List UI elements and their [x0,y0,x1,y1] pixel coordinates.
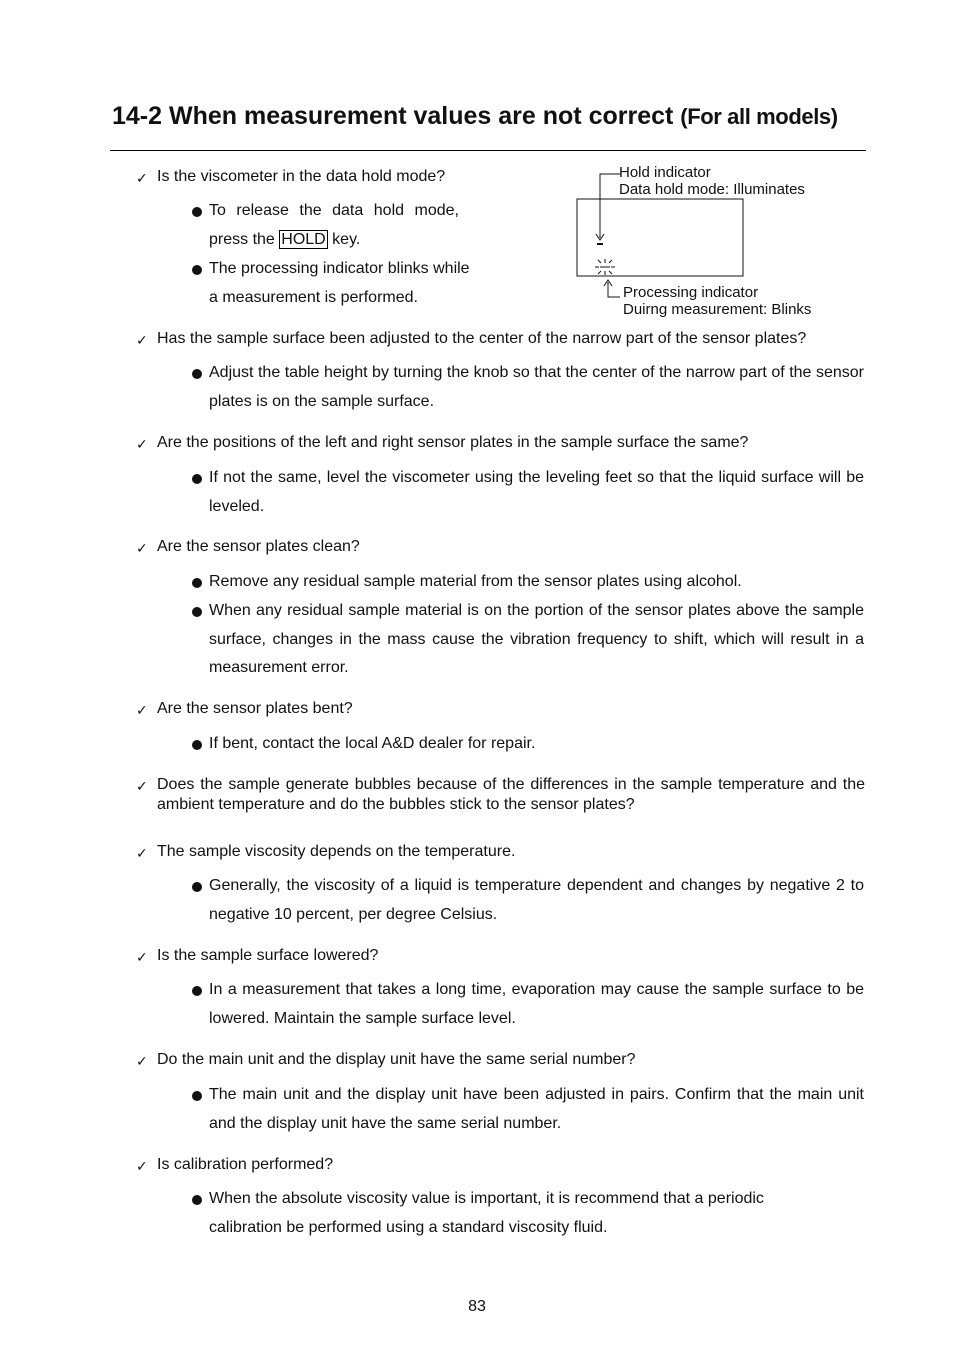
checklist-question: Has the sample surface been adjusted to the center of the narrow part of the sensor plates? [157,330,807,347]
page-number: 83 [468,1298,486,1315]
checkmark-icon: ✓ [136,540,148,556]
bullet-text: To release the data hold mode, press the HOLD key. [209,202,459,248]
bullet-text: Adjust the table height by turning the knob so that the center of the narrow part of the sensor plates is on the sample surface. [209,364,864,410]
processing-indicator-label: Processing indicator [623,284,759,301]
checklist-question: Is the viscometer in the data hold mode? [157,168,446,185]
bullet-icon [192,740,202,750]
bullet-text: If bent, contact the local A&D dealer for repair. [209,735,536,752]
hold-indicator-mark [597,243,603,245]
checklist-question: Are the sensor plates clean? [157,538,360,555]
bullet-text: If not the same, level the viscometer using the leveling feet so that the liquid surface will be leveled. [209,469,864,515]
checklist-question: The sample viscosity depends on the temperature. [157,843,516,860]
checkmark-icon: ✓ [136,170,148,186]
bullet-icon [192,882,202,892]
checklist-question: Are the sensor plates bent? [157,700,353,717]
checkmark-icon: ✓ [136,702,148,718]
bullet-icon [192,474,202,484]
bullet-icon [192,578,202,588]
bullet-text: In a measurement that takes a long time, evaporation may cause the sample surface to be lowered. Maintain the sample surface level. [209,981,864,1027]
heading-rule [110,150,866,151]
bullet-icon [192,1195,202,1205]
bullet-icon [192,207,202,217]
checklist-question: Is the sample surface lowered? [157,947,379,964]
bullet-icon [192,265,202,275]
processing-indicator-note: Duirng measurement: Blinks [623,301,812,318]
bullet-icon [192,986,202,996]
checkmark-icon: ✓ [136,332,148,348]
checklist-question: Are the positions of the left and right sensor plates in the sample surface the same? [157,434,749,451]
bullet-text: Remove any residual sample material from the sensor plates using alcohol. [209,573,742,590]
checkmark-icon: ✓ [136,949,148,965]
heading-title: 14-2 When measurement values are not correct [112,102,674,130]
checkmark-icon: ✓ [136,1158,148,1174]
checklist-question: Does the sample generate bubbles because of the differences in the sample temperature and the ambient temperature and do the bubbles stick to the sensor plates? [157,776,865,813]
checkmark-icon: ✓ [136,778,148,794]
bullet-text: When the absolute viscosity value is important, it is recommend that a periodic calibration be performed using a standard viscosity fluid. [209,1190,764,1236]
bullet-text: Generally, the viscosity of a liquid is temperature dependent and changes by negative 2 to negative 10 percent, per degree Celsius. [209,877,864,923]
hold-indicator-note: Data hold mode: Illuminates [619,181,805,198]
checklist-question: Is calibration performed? [157,1156,334,1173]
checkmark-icon: ✓ [136,845,148,861]
page-heading [112,102,838,131]
heading-subtitle: (For all models) [680,104,838,129]
hold-key-label: HOLD [281,230,326,248]
bullet-text: When any residual sample material is on the portion of the sensor plates above the sample surface, changes in the mass cause the vibration frequency to shift, which will result in a measurement error. [209,602,864,676]
checkmark-icon: ✓ [136,436,148,452]
bullet-icon [192,1091,202,1101]
bullet-icon [192,607,202,617]
checklist-question: Do the main unit and the display unit have the same serial number? [157,1051,636,1068]
bullet-icon [192,369,202,379]
bullet-text: The main unit and the display unit have been adjusted in pairs. Confirm that the main unit and the display unit have the same serial number. [209,1086,864,1132]
processing-indicator-blink-icon [595,259,615,275]
hold-indicator-label: Hold indicator [619,164,711,181]
bullet-text: The processing indicator blinks while a measurement is performed. [209,260,470,306]
checkmark-icon: ✓ [136,1053,148,1069]
